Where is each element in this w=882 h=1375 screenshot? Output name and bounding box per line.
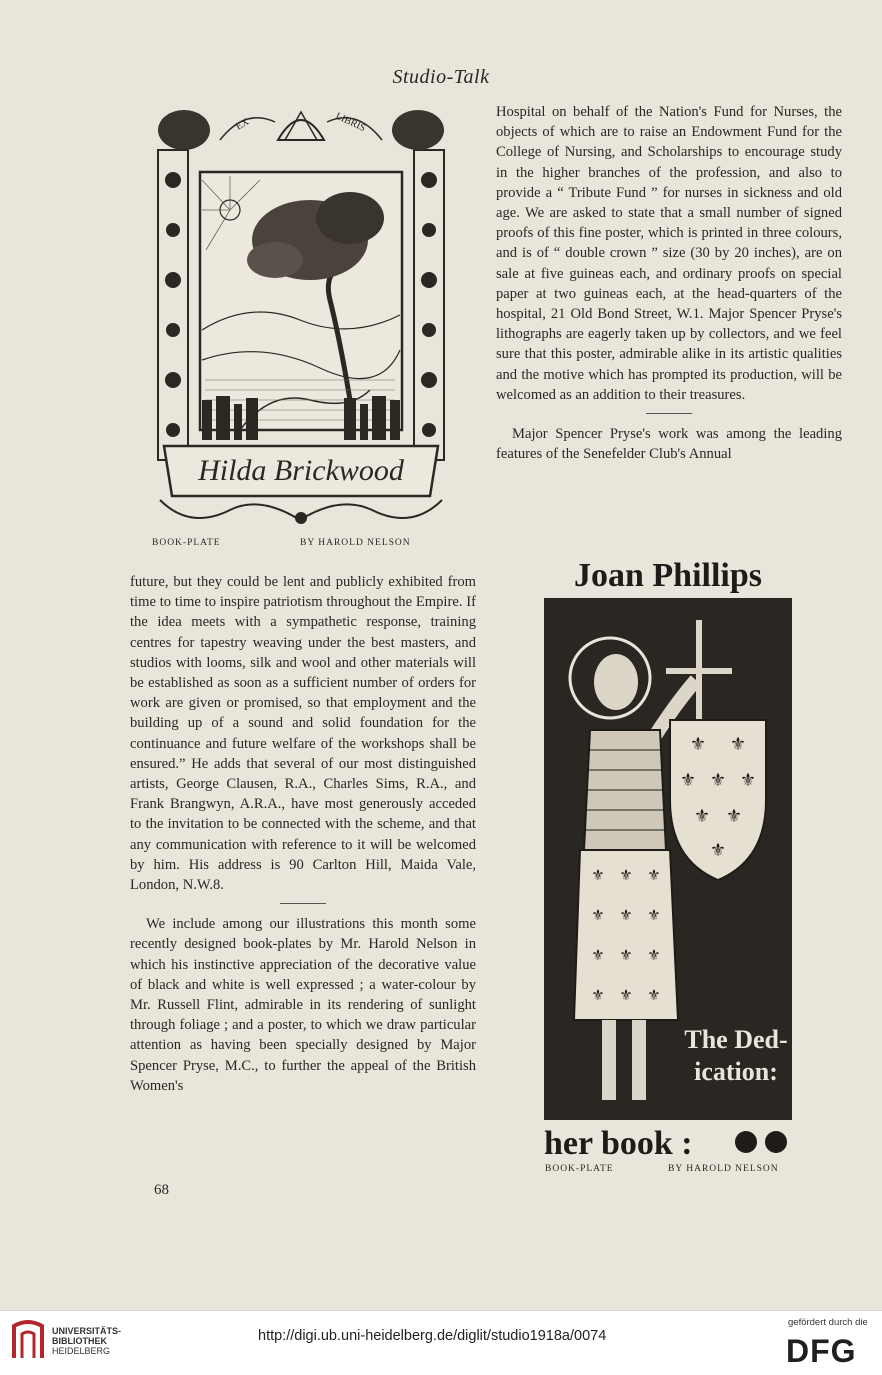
plate1-caption-left: BOOK-PLATE xyxy=(152,538,221,548)
svg-text:⚜: ⚜ xyxy=(619,986,633,1004)
section-separator xyxy=(646,413,692,414)
right-column-text xyxy=(496,102,842,464)
motto-line-3: her book : xyxy=(544,1125,693,1160)
svg-text:⚜: ⚜ xyxy=(647,866,661,884)
svg-text:⚜: ⚜ xyxy=(591,946,605,964)
svg-text:⚜: ⚜ xyxy=(709,840,727,861)
motto-line-1: The Ded- xyxy=(684,1025,788,1054)
left-para-2: We include among our illustrations this month some recently designed book-plates by Mr. Harold Nelson in which his instinctive appreciation of the decorative value of black and white is well expressed ; a water-colour by Mr. Russell Flint, admirable in its rendering of sunlight through foliage ; and a poster, to which we draw particular attention as having been specially designed by Major Spencer Pryse, M.C., to further the appeal of the British Women's xyxy=(130,916,476,1094)
running-head: Studio-Talk xyxy=(392,66,490,88)
svg-text:⚜: ⚜ xyxy=(729,734,747,755)
motto-line-2: ication: xyxy=(694,1057,778,1086)
svg-text:⚜: ⚜ xyxy=(619,866,633,884)
ex-label: EX xyxy=(234,116,252,133)
svg-text:⚜: ⚜ xyxy=(693,806,711,827)
svg-text:⚜: ⚜ xyxy=(591,906,605,924)
svg-text:⚜: ⚜ xyxy=(591,986,605,1004)
svg-text:⚜: ⚜ xyxy=(689,734,707,755)
plate2-title: Joan Phillips xyxy=(573,557,763,594)
svg-text:⚜: ⚜ xyxy=(647,906,661,924)
svg-text:⚜: ⚜ xyxy=(619,946,633,964)
owner-name: Hilda Brickwood xyxy=(198,454,404,487)
bookplate-hilda-brickwood xyxy=(150,100,452,532)
svg-text:⚜: ⚜ xyxy=(647,946,661,964)
svg-text:⚜: ⚜ xyxy=(619,906,633,924)
section-separator-left xyxy=(280,903,326,904)
svg-text:⚜: ⚜ xyxy=(591,866,605,884)
svg-text:⚜: ⚜ xyxy=(647,986,661,1004)
institution-name: UNIVERSITÄTS- BIBLIOTHEK HEIDELBERG xyxy=(52,1326,122,1356)
funding-note: gefördert durch die xyxy=(788,1317,868,1328)
plate1-caption-right: BY HAROLD NELSON xyxy=(300,538,411,548)
dfg-logo: DFG xyxy=(786,1333,857,1369)
right-para-1: Hospital on behalf of the Nation's Fund for Nurses, the objects of which are to raise an Endowment Fund for the College of Nursing, and Scholarships to encourage study in the higher branches of the profession, and also to provide a “ Tribute Fund ” for nurses in sickness and old age. We are asked to state that a small number of signed proofs of this fine poster, which is printed in three colours, and is of “ double crown ” size (30 by 20 inches), are on sale at five guineas each, and ordinary proofs on special paper at two guineas each, at the head-quarters of the hospital, 21 Old Bond Street, W.1. Major Spencer Pryse's lithographs are eagerly taken up by collectors, and we feel sure that this poster, admirable alike in its artistic qualities and the motive which has prompted its production, will be welcomed as an addition to their treasures. xyxy=(496,104,842,403)
plate2-caption-left: BOOK-PLATE xyxy=(545,1164,614,1174)
plate2-caption-right: BY HAROLD NELSON xyxy=(668,1164,779,1174)
svg-text:⚜: ⚜ xyxy=(679,770,697,791)
page-number: 68 xyxy=(154,1182,169,1198)
libris-label: LIBRIS xyxy=(333,110,368,135)
right-para-2: Major Spencer Pryse's work was among the leading features of the Senefelder Club's Annual xyxy=(496,426,842,463)
svg-text:⚜: ⚜ xyxy=(739,770,757,791)
bookplate-joan-phillips xyxy=(540,550,796,1160)
svg-text:⚜: ⚜ xyxy=(709,770,727,791)
svg-text:⚜: ⚜ xyxy=(725,806,743,827)
university-library-logo-icon xyxy=(10,1318,46,1362)
permalink[interactable]: http://digi.ub.uni-heidelberg.de/diglit/studio1918a/0074 xyxy=(258,1328,607,1344)
left-para-1: future, but they could be lent and publicly exhibited from time to time to inspire patriotism throughout the Empire. If the idea meets with a sympathetic response, training centres for tapestry weaving under the best masters, and studios with looms, silk and wool and other materials will be established as soon as a sufficient number of orders for work are given or promised, so that employment and the building up of a sound and solid foundation for the continuance and future welfare of the workshops shall be ensured.” He adds that several of our most distinguished artists, George Clausen, R.A., Charles Sims, R.A., and Frank Brangwyn, A.R.A., have most generously acceded to the invitation to be connected with the scheme, and that any communication with reference to it will be welcomed by him. His address is 90 Carlton Hill, Maida Vale, London, N.W.8. xyxy=(130,574,476,894)
left-column-text xyxy=(130,572,476,1096)
